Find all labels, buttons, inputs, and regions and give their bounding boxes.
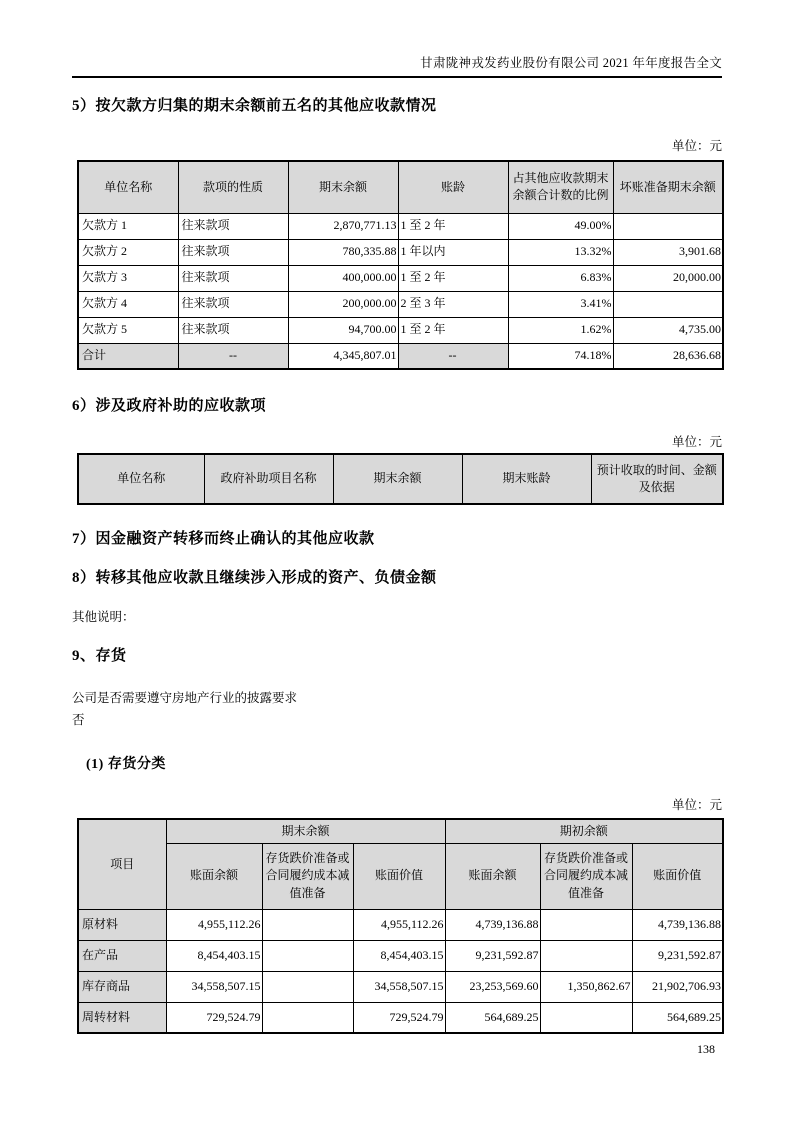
col-header-impairment-provision: 存货跌价准备或合同履约成本减值准备 (540, 843, 632, 909)
cell-value (262, 971, 353, 1002)
cell-provision: 3,901.68 (613, 239, 723, 265)
col-header-aging: 账龄 (398, 161, 508, 213)
cell-provision: 4,735.00 (613, 317, 723, 343)
cell-value (262, 909, 353, 940)
cell-value: 4,739,136.88 (445, 909, 540, 940)
col-header-unit-name: 单位名称 (78, 454, 204, 504)
cell-aging: 1 至 2 年 (398, 265, 508, 291)
table-row (78, 317, 723, 343)
col-header-impairment-provision: 存货跌价准备或合同履约成本减值准备 (262, 843, 353, 909)
section-5-unit-label: 单位：元 (671, 139, 722, 153)
header-divider (72, 76, 722, 78)
table-header-row (78, 161, 723, 213)
cell-provision (613, 213, 723, 239)
col-header-expected-collection: 预计收取的时间、金额及依据 (591, 454, 723, 504)
cell-value (540, 1002, 632, 1033)
real-estate-disclosure-answer: 否 (72, 713, 85, 727)
cell-value: 9,231,592.87 (632, 940, 723, 971)
cell-value: 729,524.79 (166, 1002, 262, 1033)
other-note-label: 其他说明： (72, 610, 135, 624)
table-row (78, 239, 723, 265)
col-header-ending-balance: 期末余额 (333, 454, 462, 504)
table-row (78, 265, 723, 291)
cell-debtor: 欠款方 5 (78, 317, 178, 343)
col-header-unit-name: 单位名称 (78, 161, 178, 213)
cell-value (540, 940, 632, 971)
cell-value: 8,454,403.15 (166, 940, 262, 971)
cell-debtor: 欠款方 2 (78, 239, 178, 265)
cell-nature: 往来款项 (178, 239, 288, 265)
page-number: 138 (697, 1042, 715, 1056)
table-row (78, 291, 723, 317)
cell-value: 9,231,592.87 (445, 940, 540, 971)
section-5-title: 5）按欠款方归集的期末余额前五名的其他应收款情况 (72, 98, 437, 114)
cell-aging: 1 至 2 年 (398, 317, 508, 343)
cell-item: 在产品 (78, 940, 166, 971)
cell-total-aging: -- (398, 343, 508, 369)
cell-value (540, 909, 632, 940)
top5-other-receivables-table (77, 160, 724, 370)
cell-proportion: 49.00% (508, 213, 613, 239)
real-estate-disclosure-question: 公司是否需要遵守房地产行业的披露要求 (72, 691, 298, 705)
col-header-book-value: 账面价值 (632, 843, 723, 909)
cell-total-label: 合计 (78, 343, 178, 369)
section-9-title: 9、存货 (72, 648, 127, 664)
cell-item: 库存商品 (78, 971, 166, 1002)
cell-proportion: 6.83% (508, 265, 613, 291)
cell-aging: 1 年以内 (398, 239, 508, 265)
cell-total-nature: -- (178, 343, 288, 369)
cell-value: 34,558,507.15 (166, 971, 262, 1002)
cell-item: 原材料 (78, 909, 166, 940)
col-header-book-balance: 账面余额 (166, 843, 262, 909)
cell-nature: 往来款项 (178, 317, 288, 343)
cell-total-balance: 4,345,807.01 (288, 343, 398, 369)
table-row (78, 1002, 723, 1033)
cell-item: 周转材料 (78, 1002, 166, 1033)
cell-value: 1,350,862.67 (540, 971, 632, 1002)
inventory-classification-title: (1) 存货分类 (86, 757, 166, 772)
cell-value: 729,524.79 (353, 1002, 445, 1033)
cell-balance: 200,000.00 (288, 291, 398, 317)
col-header-bad-debt-provision: 坏账准备期末余额 (613, 161, 723, 213)
cell-aging: 1 至 2 年 (398, 213, 508, 239)
cell-balance: 780,335.88 (288, 239, 398, 265)
table-sub-header-row (78, 843, 723, 909)
cell-value: 21,902,706.93 (632, 971, 723, 1002)
col-header-book-value: 账面价值 (353, 843, 445, 909)
cell-value: 564,689.25 (632, 1002, 723, 1033)
table-row (78, 909, 723, 940)
cell-value: 8,454,403.15 (353, 940, 445, 971)
cell-debtor: 欠款方 4 (78, 291, 178, 317)
report-header-title: 甘肃陇神戎发药业股份有限公司 2021 年年度报告全文 (420, 56, 722, 70)
table-row (78, 971, 723, 1002)
col-header-ending-aging: 期末账龄 (462, 454, 591, 504)
section-7-title: 7）因金融资产转移而终止确认的其他应收款 (72, 531, 375, 547)
col-header-ending-balance: 期末余额 (288, 161, 398, 213)
cell-proportion: 1.62% (508, 317, 613, 343)
cell-value: 34,558,507.15 (353, 971, 445, 1002)
cell-debtor: 欠款方 3 (78, 265, 178, 291)
cell-total-proportion: 74.18% (508, 343, 613, 369)
section-6-title: 6）涉及政府补助的应收款项 (72, 398, 267, 414)
table-row (78, 213, 723, 239)
cell-provision (613, 291, 723, 317)
cell-value: 564,689.25 (445, 1002, 540, 1033)
cell-nature: 往来款项 (178, 265, 288, 291)
table-header-row (78, 454, 723, 504)
cell-balance: 2,870,771.13 (288, 213, 398, 239)
cell-value: 4,739,136.88 (632, 909, 723, 940)
cell-nature: 往来款项 (178, 291, 288, 317)
cell-proportion: 13.32% (508, 239, 613, 265)
table-row (78, 940, 723, 971)
cell-balance: 400,000.00 (288, 265, 398, 291)
cell-debtor: 欠款方 1 (78, 213, 178, 239)
cell-value (262, 940, 353, 971)
cell-value: 4,955,112.26 (166, 909, 262, 940)
group-header-beginning-balance: 期初余额 (445, 819, 723, 843)
table-total-row (78, 343, 723, 369)
inventory-unit-label: 单位：元 (671, 798, 722, 812)
cell-proportion: 3.41% (508, 291, 613, 317)
col-header-grant-project: 政府补助项目名称 (204, 454, 333, 504)
cell-value: 23,253,569.60 (445, 971, 540, 1002)
cell-total-provision: 28,636.68 (613, 343, 723, 369)
cell-balance: 94,700.00 (288, 317, 398, 343)
inventory-classification-table (77, 818, 724, 1034)
cell-nature: 往来款项 (178, 213, 288, 239)
col-header-book-balance: 账面余额 (445, 843, 540, 909)
section-8-title: 8）转移其他应收款且继续涉入形成的资产、负债金额 (72, 570, 437, 586)
cell-aging: 2 至 3 年 (398, 291, 508, 317)
col-header-item: 项目 (78, 819, 166, 909)
cell-value: 4,955,112.26 (353, 909, 445, 940)
cell-provision: 20,000.00 (613, 265, 723, 291)
government-grant-receivables-table (77, 453, 724, 505)
section-6-unit-label: 单位：元 (671, 435, 722, 449)
cell-value (262, 1002, 353, 1033)
col-header-proportion: 占其他应收款期末余额合计数的比例 (508, 161, 613, 213)
col-header-nature: 款项的性质 (178, 161, 288, 213)
group-header-ending-balance: 期末余额 (166, 819, 445, 843)
table-group-header-row (78, 819, 723, 843)
